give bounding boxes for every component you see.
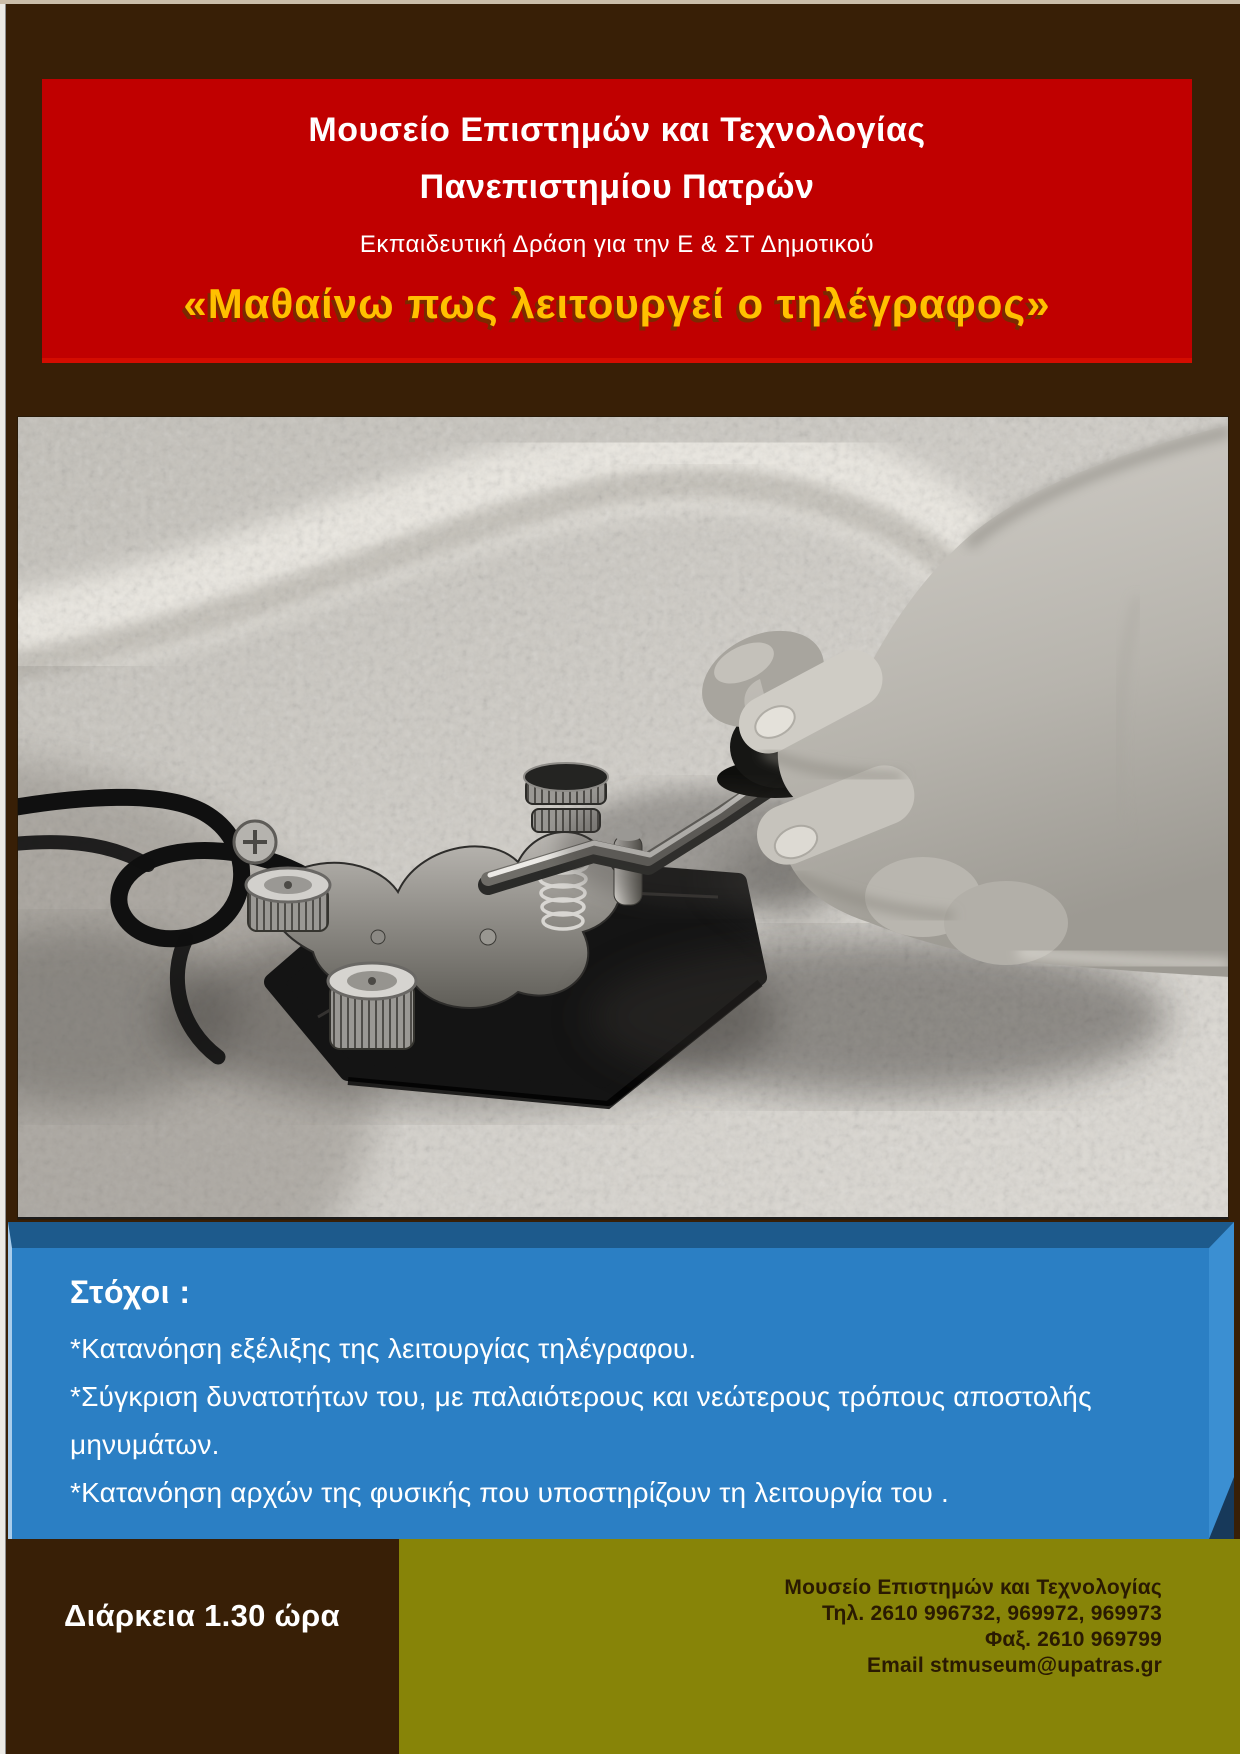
- contact-phone: Τηλ. 2610 996732, 969972, 969973: [822, 1602, 1162, 1625]
- knurled-screw-upper: [246, 868, 330, 931]
- goal-item: *Κατανόηση εξέλιξης της λειτουργίας τηλέγραφου.: [70, 1333, 697, 1364]
- header-banner: [42, 79, 1192, 363]
- goals-panel-corner-shadow: [1209, 1477, 1234, 1539]
- goals-heading: Στόχοι :: [70, 1274, 191, 1310]
- contact-museum-name: Μουσείο Επιστημών και Τεχνολογίας: [784, 1576, 1162, 1599]
- page-top-edge: [0, 0, 1240, 4]
- page-left-edge: [0, 0, 6, 1754]
- goal-item: *Σύγκριση δυνατοτήτων του, με παλαιότερους και νεώτερους τρόπους αποστολής μηνυμάτων.: [70, 1381, 1092, 1460]
- goals-content: [12, 1248, 1209, 1539]
- frame-screw: [371, 930, 385, 944]
- contact-panel: [399, 1539, 1240, 1754]
- museum-title-line2: Πανεπιστημίου Πατρών: [419, 168, 815, 206]
- duration-label: Διάρκεια 1.30 ώρα: [64, 1598, 340, 1633]
- contact-fax: Φαξ. 2610 969799: [985, 1628, 1162, 1651]
- contact-email: Email stmuseum@upatras.gr: [866, 1654, 1162, 1677]
- knurled-screw-lower: [328, 963, 416, 1049]
- terminal-screw-small: [234, 821, 276, 863]
- goals-panel: [8, 1222, 1234, 1539]
- goal-item: *Κατανόηση αρχών της φυσικής που υποστηρίζουν τη λειτουργία του .: [70, 1477, 949, 1508]
- header-subtitle: Εκπαιδευτική Δράση για την Ε & ΣΤ Δημοτικού: [359, 231, 875, 258]
- telegraph-photo-illustration: [18, 417, 1228, 1217]
- telegraph-key-photo: [18, 417, 1228, 1219]
- header-slogan: «Μαθαίνω πως λειτουργεί ο τηλέγραφος»: [183, 280, 1051, 327]
- museum-title-line1: Μουσείο Επιστημών και Τεχνολογίας: [308, 111, 926, 149]
- frame-screw: [480, 929, 496, 945]
